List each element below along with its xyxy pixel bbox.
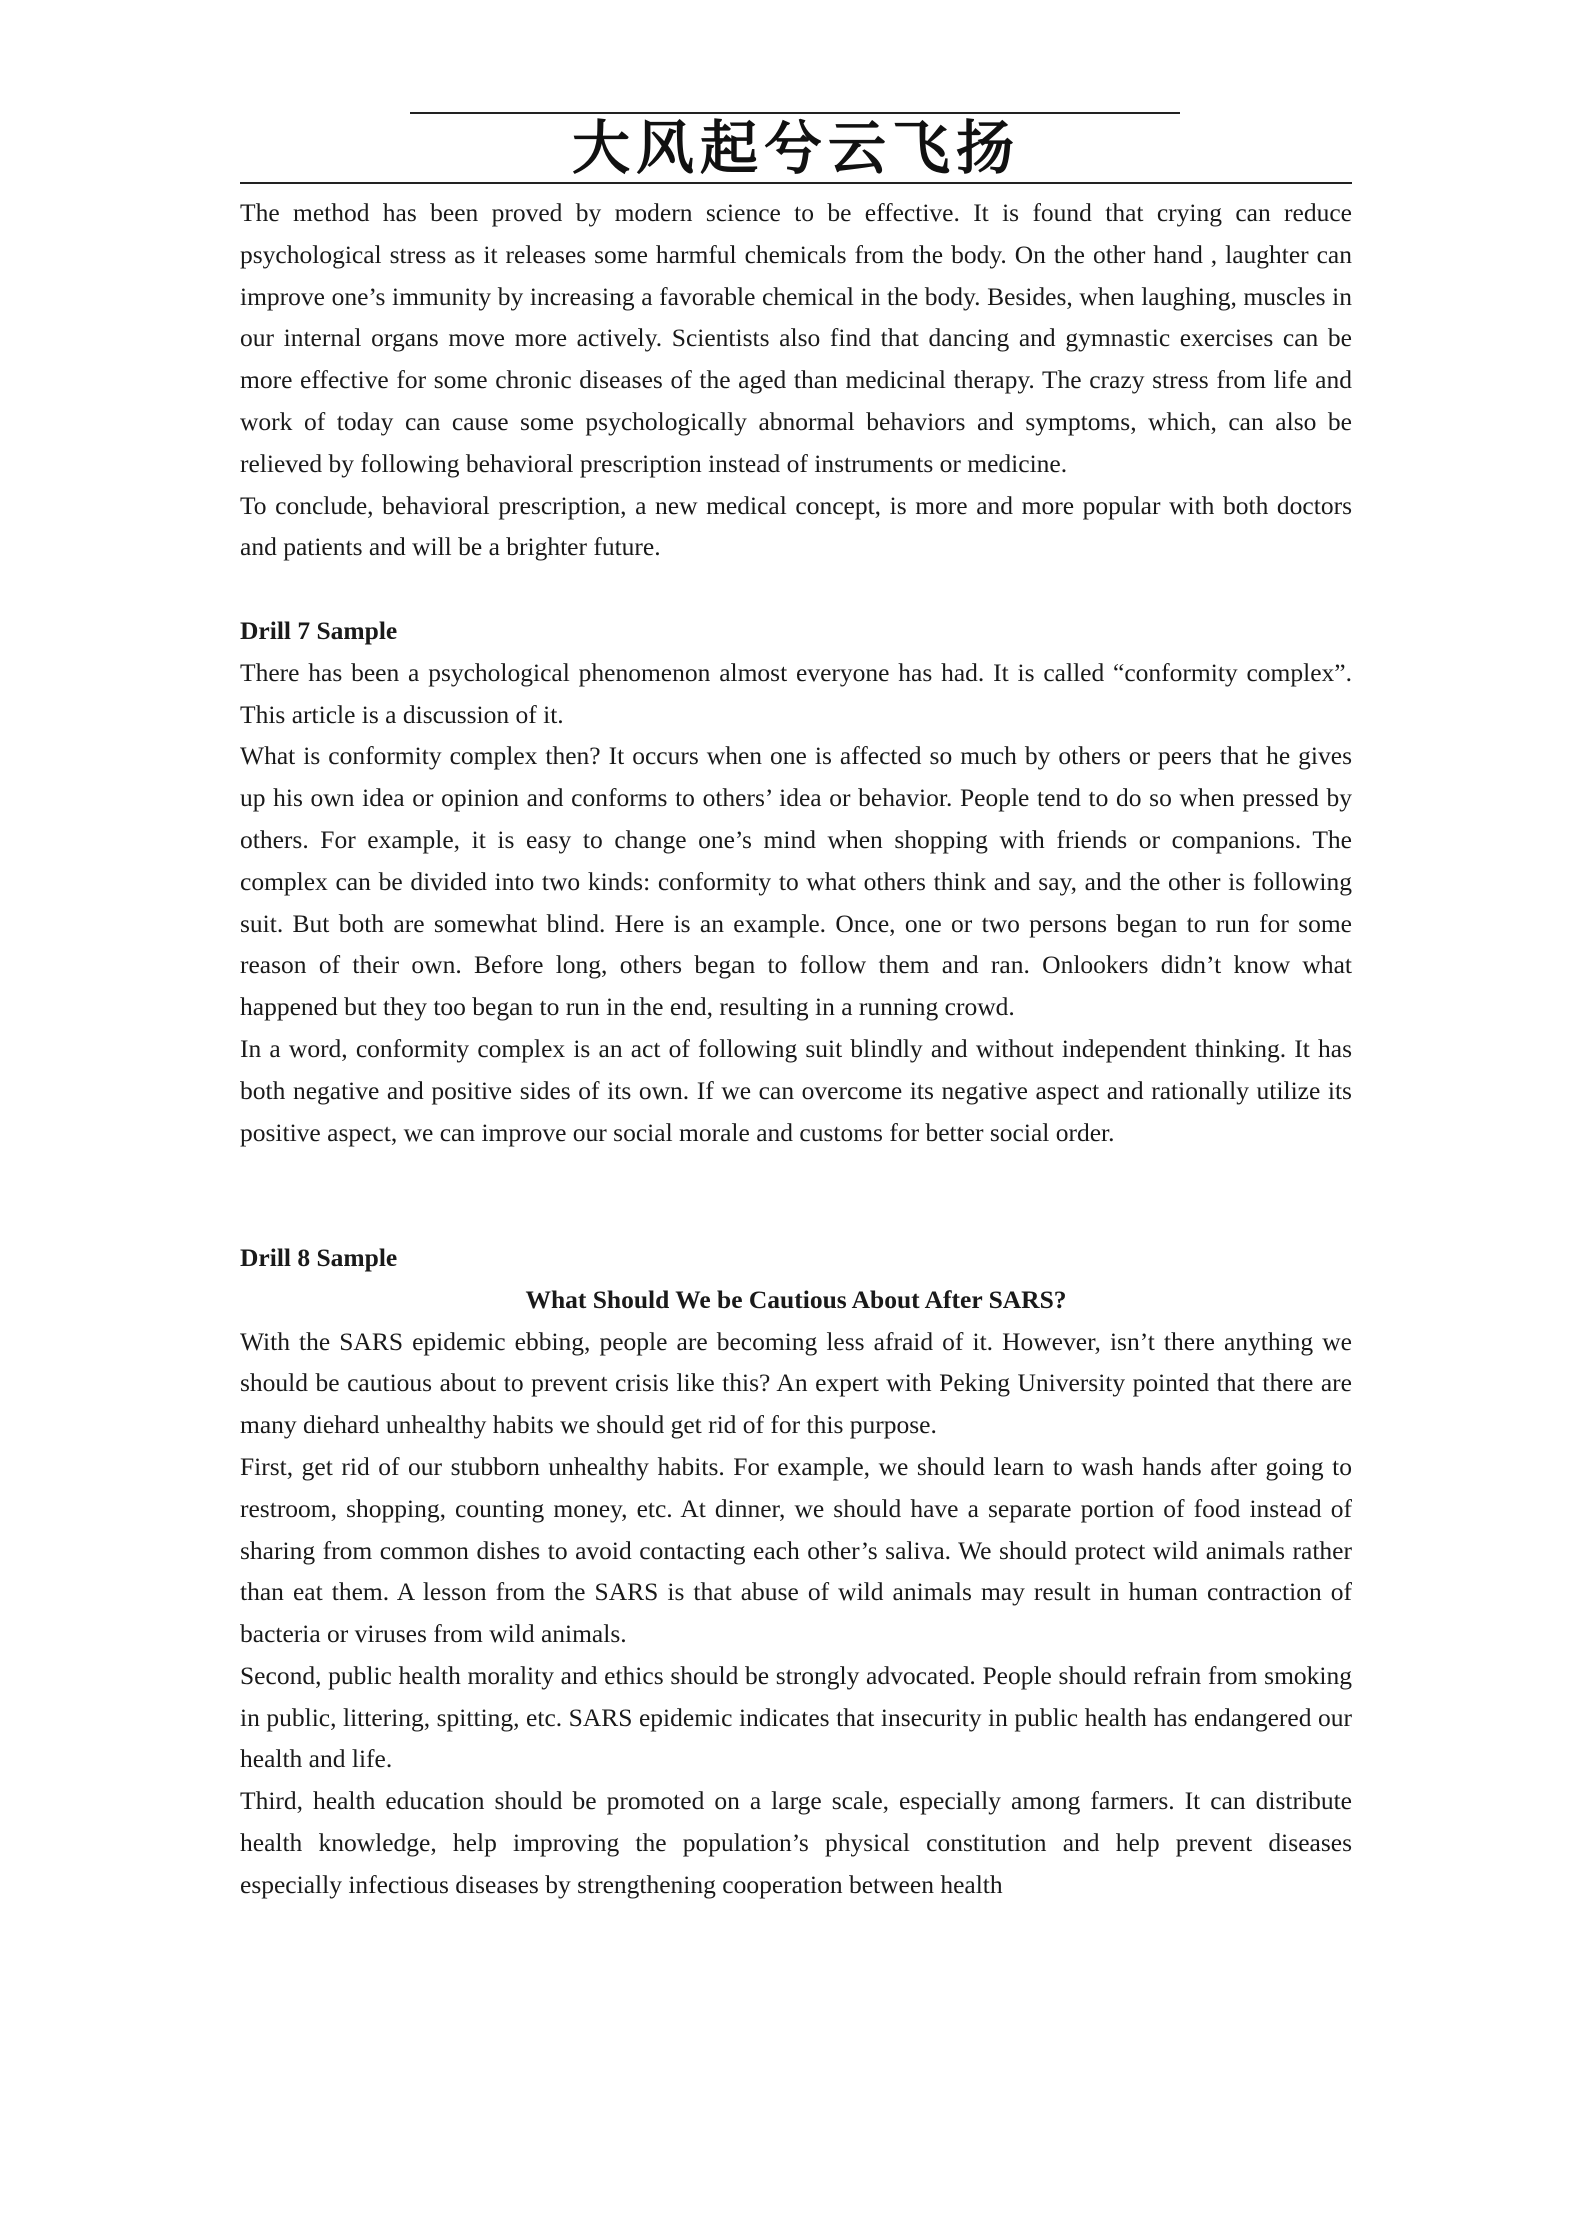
- document-body: [240, 192, 1352, 1906]
- drill-7-paragraph-body: What is conformity complex then? It occurs when one is affected so much by others or peers that he gives up his own idea or opinion and conforms to others’ idea or behavior. People tend to do so when pressed by others. For example, it is easy to change one’s mind when shopping with friends or companions. The complex can be divided into two kinds: conformity to what others think and say, and the other is following suit. But both are somewhat blind. Here is an example. Once, one or two persons began to run for some reason of their own. Before long, others began to follow them and ran. Onlookers didn’t know what happened but they too began to run in the end, resulting in a running crowd.: [240, 741, 1352, 1022]
- drill-7-paragraph-conclusion: In a word, conformity complex is an act of following suit blindly and without independent thinking. It has both negative and positive sides of its own. If we can overcome its negative aspect and rationally utilize its positive aspect, we can improve our social morale and customs for better social order.: [240, 1033, 1352, 1147]
- drill-8-paragraph-intro: With the SARS epidemic ebbing, people are becoming less afraid of it. However, isn’t there anything we should be cautious about to prevent crisis like this? An expert with Peking University pointed that there are many diehard unhealthy habits we should get rid of for this purpose.: [240, 1326, 1352, 1440]
- drill-8-heading: Drill 8 Sample: [240, 1242, 398, 1272]
- drill-8-paragraph-third: Third, health education should be promoted on a large scale, especially among farmers. It can distribute health knowledge, help improving the population’s physical constitution and help prevent diseases especially infectious diseases by strengthening cooperation between health: [240, 1786, 1352, 1899]
- spacer: [240, 568, 1352, 610]
- drill-8-paragraph-first: First, get rid of our stubborn unhealthy habits. For example, we should learn to wash hands after going to restroom, shopping, counting money, etc. At dinner, we should have a separate portion of food instead of sharing from common dishes to avoid contacting each other’s saliva. We should protect wild animals rather than eat them. A lesson from the SARS is that abuse of wild animals may result in human contraction of bacteria or viruses from wild animals.: [240, 1451, 1352, 1649]
- drill-8-paragraph-second: Second, public health morality and ethics should be strongly advocated. People should refrain from smoking in public, littering, spitting, etc. SARS epidemic indicates that insecurity in public health has endangered our health and life.: [240, 1660, 1352, 1774]
- page-header: [240, 108, 1352, 188]
- spacer: [240, 1153, 1352, 1237]
- header-bottom-rule: [240, 182, 1352, 184]
- paragraph-conclusion: To conclude, behavioral prescription, a new medical concept, is more and more popular with both doctors and patients and will be a brighter future.: [240, 490, 1352, 562]
- header-calligraphy-title: 大风起兮云飞扬: [571, 114, 1020, 182]
- drill-7-paragraph-intro: There has been a psychological phenomenon almost everyone has had. It is called “conformity complex”. This article is a discussion of it.: [240, 657, 1352, 729]
- drill-7-heading: Drill 7 Sample: [240, 615, 398, 645]
- drill-8-essay-title: What Should We be Cautious About After SARS?: [525, 1284, 1067, 1314]
- paragraph-method: The method has been proved by modern science to be effective. It is found that crying can reduce psychological stress as it releases some harmful chemicals from the body. On the other hand , laughter can improve one’s immunity by increasing a favorable chemical in the body. Besides, when laughing, muscles in our internal organs move more actively. Scientists also find that dancing and gymnastic exercises can be more effective for some chronic diseases of the aged than medicinal therapy. The crazy stress from life and work of today can cause some psychologically abnormal behaviors and symptoms, which, can also be relieved by following behavioral prescription instead of instruments or medicine.: [240, 198, 1352, 478]
